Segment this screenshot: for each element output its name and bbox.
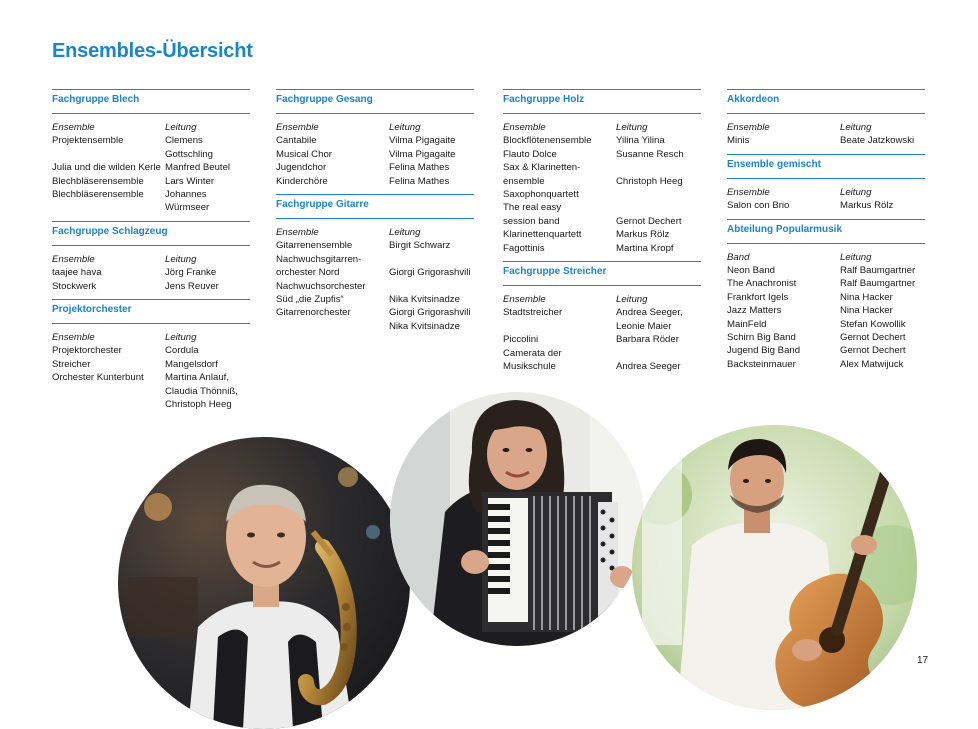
table-row [276,134,474,147]
ensemble-table [52,121,250,215]
ensemble-name: Gitarrenorchester [276,307,351,319]
ensemble-name: Fagottinis [503,242,545,254]
table-header-row [276,121,474,134]
column-header-ensemble: Ensemble [727,186,770,198]
table-row [52,398,250,411]
table-row [52,385,250,398]
table-row [276,293,474,306]
table-row [52,134,250,161]
table-row [276,320,474,333]
ensemble-name: Sax & Klarinetten- [503,162,581,174]
ensemble-name: Musical Chor [276,148,332,160]
ensemble-table [503,293,701,373]
table-row [276,306,474,319]
ensemble-name: Nachwuchsorchester [276,280,366,292]
ensemble-name: Camerata der [503,347,562,359]
ensemble-table [727,186,925,213]
leader-name: Nina Hacker [840,291,893,303]
table-row [503,320,701,333]
table-row [52,161,250,174]
table-row [503,201,701,214]
table-row [52,188,250,215]
table-row [727,277,925,290]
leader-name: Markus Rölz [616,229,670,241]
column-header-leitung: Leitung [165,253,197,265]
ensemble-section [52,299,250,411]
leader-name: Giorgi Grigorashvili [389,267,471,279]
ensemble-name: Jazz Matters [727,305,782,317]
section-heading: Abteilung Popularmusik [727,219,925,244]
leader-name: Vilma Pigagaite [389,148,456,160]
column-header-ensemble: Ensemble [503,122,546,133]
leader-name: Ralf Baumgartner [840,265,916,277]
ensemble-section [52,89,250,215]
column-header-leitung: Leitung [165,122,197,133]
ensemble-name: MainFeld [727,318,767,330]
table-row [503,175,701,188]
section-heading: Fachgruppe Gesang [276,89,474,114]
ensemble-name: Backsteinmauer [727,358,796,370]
table-row [727,331,925,344]
page-title: Ensembles-Übersicht [52,40,253,62]
leader-name [389,253,474,266]
section-heading: Fachgruppe Schlagzeug [52,221,250,246]
ensemble-name: Musikschule [503,361,556,373]
table-row [276,148,474,161]
table-row [503,228,701,241]
ensemble-name: Projektorchester [52,345,122,357]
leader-name: Claudia Thönniß, [165,385,238,397]
ensemble-name: Blechbläserensemble [52,189,144,201]
leader-name: Nika Kvitsinadze [389,294,460,306]
ensemble-name: The real easy [503,202,562,214]
ensemble-name: Neon Band [727,265,776,277]
ensemble-name: Jugend Big Band [727,345,801,357]
ensemble-table [276,226,474,333]
ensemble-section [727,219,925,372]
table-row [52,358,250,371]
ensemble-name: The Anachronist [727,278,797,290]
leader-name: Andrea Seeger [616,361,681,373]
leader-name: Jörg Franke [165,267,217,279]
ensemble-name: Saxophonquartett [503,189,579,201]
table-row [727,344,925,357]
column-4 [727,89,925,377]
ensemble-name: Schirn Big Band [727,332,796,344]
column-header-ensemble: Ensemble [727,122,770,133]
column-header-ensemble: Ensemble [276,122,319,133]
ensemble-name: Julia und die wilden Kerle [52,162,161,174]
ensemble-name: Orchester Kunterbunt [52,372,144,384]
leader-name: Ralf Baumgartner [840,278,916,290]
leader-name: Mangelsdorf [165,358,218,370]
ensemble-name: Stockwerk [52,280,97,292]
leader-name [616,188,701,201]
leader-name: Gernot Dechert [840,332,906,344]
table-row [276,253,474,266]
ensemble-section [503,261,701,373]
ensemble-table [503,121,701,255]
column-header-ensemble: Ensemble [503,294,546,306]
table-row [276,239,474,252]
table-row [52,175,250,188]
leader-name: Markus Rölz [840,200,894,212]
ensemble-section [276,194,474,333]
ensemble-table [727,251,925,372]
leader-name: Nika Kvitsinadze [389,320,460,332]
leader-name: Martina Kropf [616,242,674,254]
table-header-row [727,186,925,199]
ensemble-name: taajee hava [52,267,102,279]
table-row [503,148,701,161]
leader-name [616,201,701,214]
column-header-leitung: Leitung [840,251,872,263]
table-row [503,333,701,346]
table-row [503,360,701,373]
section-heading: Fachgruppe Streicher [503,261,701,286]
table-row [503,347,701,360]
photo-accordion-player [390,392,644,646]
table-header-row [52,121,250,134]
page-number: 17 [917,655,929,666]
ensemble-name: session band [503,215,560,227]
ensemble-name: Minis [727,135,750,147]
ensemble-name: Stadtstreicher [503,307,563,319]
table-header-row [727,121,925,134]
leader-name [616,347,701,360]
table-header-row [276,226,474,239]
ensemble-table [276,121,474,188]
leader-name: Beate Jatzkowski [840,135,915,147]
table-row [276,266,474,279]
ensemble-name: Streicher [52,358,91,370]
table-row [276,175,474,188]
section-heading: Fachgruppe Gitarre [276,194,474,219]
table-row [727,134,925,147]
table-header-row [52,253,250,266]
ensemble-name: Nachwuchsgitarren- [276,253,362,265]
table-row [503,134,701,147]
leader-name [616,161,701,174]
leader-name: Felina Mathes [389,162,450,174]
ensemble-table [727,121,925,148]
column-header-ensemble: Ensemble [52,122,95,133]
column-header-leitung: Leitung [389,227,421,239]
table-row [52,266,250,279]
ensemble-section [503,89,701,255]
leader-name: Alex Matwijuck [840,358,904,370]
photo-saxophonist [118,437,410,729]
ensemble-name: ensemble [503,175,545,187]
leader-name: Birgit Schwarz [389,240,451,252]
ensemble-name: Projektensemble [52,135,124,147]
leader-name: Stefan Kowollik [840,318,906,330]
ensemble-name [503,320,616,333]
ensemble-section [52,221,250,293]
column-header-leitung: Leitung [616,294,648,306]
leader-name: Susanne Resch [616,148,684,160]
table-header-row [727,251,925,264]
leader-name: Clemens Gottschling [165,135,213,160]
table-row [727,291,925,304]
leader-name: Felina Mathes [389,175,450,187]
table-row [52,280,250,293]
section-heading: Akkordeon [727,89,925,114]
table-row [727,199,925,212]
leader-name: Lars Winter [165,175,215,187]
ensemble-section [727,89,925,148]
ensemble-name: Cantabile [276,135,317,147]
leader-name: Jens Reuver [165,280,219,292]
leader-name: Leonie Maier [616,320,672,332]
table-row [727,304,925,317]
column-2 [276,89,474,339]
ensemble-name [276,320,389,333]
table-row [276,161,474,174]
ensemble-name: Blechbläserensemble [52,175,144,187]
table-row [503,215,701,228]
column-3 [503,89,701,380]
photo-guitarist [632,425,917,710]
table-row [503,242,701,255]
table-row [276,280,474,293]
ensemble-name: Kinderchöre [276,175,328,187]
table-header-row [503,293,701,306]
column-header-leitung: Leitung [389,122,421,133]
table-row [727,264,925,277]
table-row [503,306,701,319]
ensemble-name: Jugendchor [276,162,327,174]
column-header-leitung: Leitung [165,332,197,344]
ensemble-name: orchester Nord [276,267,340,279]
ensemble-name: Piccolini [503,334,539,346]
ensemble-name: Süd „die Zupfis“ [276,294,344,306]
table-row [503,161,701,174]
ensemble-section [276,89,474,188]
column-header-leitung: Leitung [840,186,872,198]
column-header-ensemble: Band [727,251,750,263]
column-1 [52,89,250,418]
leader-name: Christoph Heeg [165,399,232,411]
ensemble-name [52,398,165,411]
leader-name: Gernot Dechert [840,345,906,357]
table-row [52,344,250,357]
ensemble-name: Salon con Brio [727,200,790,212]
leader-name: Barbara Röder [616,334,679,346]
column-header-ensemble: Ensemble [52,332,95,344]
table-header-row [52,331,250,344]
column-header-ensemble: Ensemble [52,253,95,265]
leader-name: Yilina Yilina [616,135,665,147]
ensemble-table [52,331,250,411]
leader-name: Martina Anlauf, [165,372,229,384]
ensemble-section [727,154,925,213]
ensemble-name [52,385,165,398]
section-heading: Ensemble gemischt [727,154,925,179]
leader-name: Johannes Würmseer [165,189,210,214]
ensemble-name: Flauto Dolce [503,148,557,160]
section-heading: Projektorchester [52,299,250,324]
ensemble-name: Gitarrenensemble [276,240,353,252]
leader-name: Gernot Dechert [616,215,682,227]
leader-name: Andrea Seeger, [616,307,683,319]
ensemble-name: Klarinettenquartett [503,229,582,241]
section-heading: Fachgruppe Blech [52,89,250,114]
table-row [52,371,250,384]
leader-name: Manfred Beutel [165,162,231,174]
table-row [503,188,701,201]
ensemble-name: Blockflötenensemble [503,135,592,147]
leader-name: Cordula [165,345,199,357]
leader-name: Christoph Heeg [616,175,683,187]
leader-name: Giorgi Grigorashvili [389,307,471,319]
section-heading: Fachgruppe Holz [503,89,701,114]
table-row [727,318,925,331]
ensemble-table [52,253,250,293]
leader-name [389,280,474,293]
leader-name: Nina Hacker [840,305,893,317]
leader-name: Vilma Pigagaite [389,135,456,147]
column-header-ensemble: Ensemble [276,227,319,239]
table-row [727,358,925,371]
table-header-row [503,121,701,134]
column-header-leitung: Leitung [616,122,648,133]
ensemble-name: Frankfort Igels [727,291,789,303]
column-header-leitung: Leitung [840,122,872,133]
